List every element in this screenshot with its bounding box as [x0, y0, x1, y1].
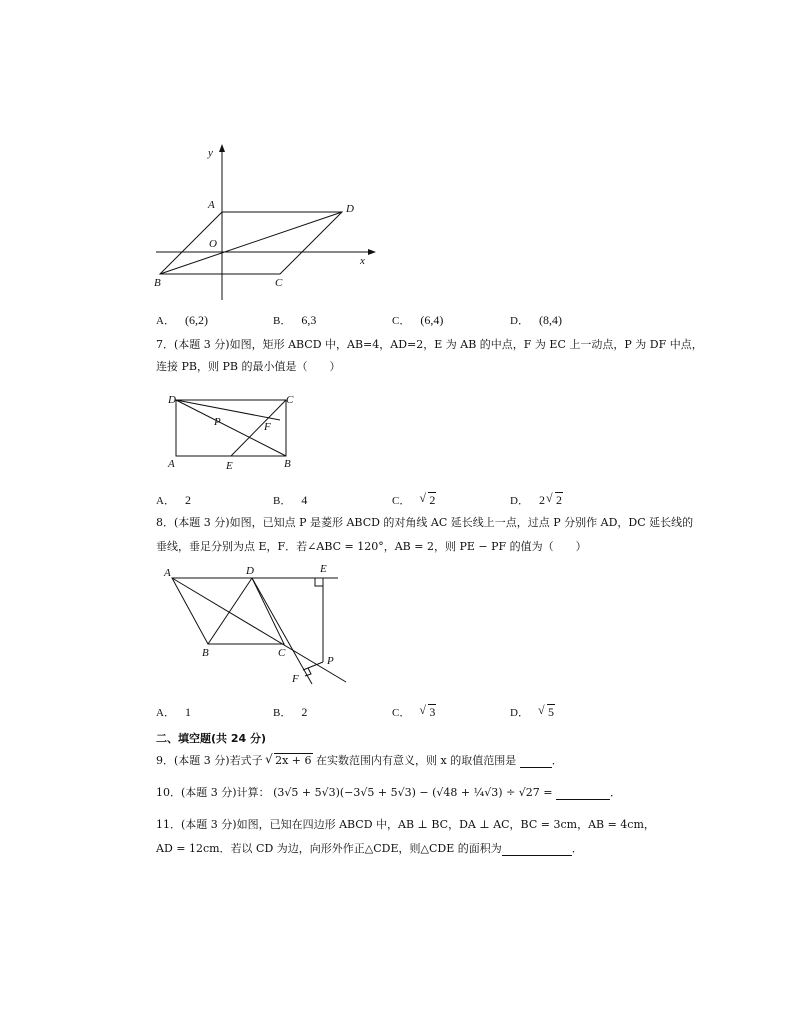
q9-answer-blank[interactable] — [520, 756, 552, 768]
label-c: C — [278, 647, 286, 659]
q10-answer-blank[interactable] — [556, 788, 610, 800]
q9-radical: √ 2x + 6 — [266, 754, 312, 768]
y-axis-arrow — [219, 144, 225, 152]
label-d: D — [168, 394, 176, 406]
q7-option-c[interactable]: C．√ 2 — [392, 492, 436, 508]
q8-text-line2: 垂线，垂足分别为点 E，F．若∠ABC = 120°，AB = 2，则 PE − PF 的值为（ ） — [156, 540, 587, 553]
q7-option-d[interactable]: D． 2√ 2 — [510, 492, 563, 508]
q10-expression: (3√5 + 5√3)(−3√5 + 5√3) − (√48 + ¼√3) ÷ √27 = — [273, 786, 553, 799]
q9-suffix: 在实数范围内有意义，则 x 的取值范围是 — [316, 754, 517, 767]
q7-option-b[interactable]: B． 4 — [273, 493, 308, 507]
q8-option-d[interactable]: D．√ 5 — [510, 704, 555, 720]
q8-text-line1: 8．(本题 3 分)如图，已知点 P 是菱形 ABCD 的对角线 AC 延长线上一点，过点 P 分别作 AD，DC 延长线的 — [156, 516, 694, 529]
label-b: B — [284, 458, 291, 470]
q7-text-line2: 连接 PB，则 PB 的最小值是（ ） — [156, 360, 341, 373]
label-d: D — [246, 565, 254, 577]
label-a: A — [208, 199, 215, 211]
q6-option-c[interactable]: C． (6,4) — [392, 313, 444, 327]
q6-figure — [150, 140, 380, 310]
right-angle-e — [315, 578, 323, 586]
section-title: 二、填空题(共 24 分) — [156, 732, 267, 745]
label-b: B — [154, 277, 161, 289]
q11-answer-blank[interactable] — [502, 844, 572, 856]
q8-option-b[interactable]: B． 2 — [273, 705, 308, 719]
label-e: E — [320, 563, 327, 575]
q7-option-a[interactable]: A． 2 — [156, 493, 191, 507]
q9-text: 9．(本题 3 分)若式子 √ 2x + 6 在实数范围内有意义，则 x 的取值范围是 ． — [156, 754, 563, 768]
label-a: A — [168, 458, 175, 470]
label-b: B — [202, 647, 209, 659]
q10-text: 10．(本题 3 分)计算： (3√5 + 5√3)(−3√5 + 5√3) − (√48 + ¼√3) ÷ √27 = ． — [156, 786, 622, 799]
q11-text-line2: AD = 12cm．若以 CD 为边，向形外作正△CDE，则△CDE 的面积为 ． — [156, 842, 583, 855]
q6-option-b[interactable]: B． 6,3 — [273, 313, 317, 327]
q7-figure — [160, 388, 305, 474]
q9-prefix: 9．(本题 3 分)若式子 — [156, 754, 263, 767]
label-x: x — [360, 255, 365, 267]
q8-option-a[interactable]: A． 1 — [156, 705, 191, 719]
label-e: E — [226, 460, 233, 472]
x-axis-arrow — [368, 249, 376, 255]
line-acp — [172, 578, 346, 682]
segment-pe — [228, 410, 231, 456]
label-y: y — [208, 147, 213, 159]
q8-option-c[interactable]: C．√ 3 — [392, 704, 436, 720]
label-a: A — [164, 567, 171, 579]
diagonal-bd — [208, 578, 252, 644]
q6-option-a[interactable]: A． (6,2) — [156, 313, 208, 327]
q7-text-line1: 7．(本题 3 分)如图，矩形 ABCD 中，AB=4，AD=2，E 为 AB 的中点，F 为 EC 上一动点，P 为 DF 中点， — [156, 338, 703, 351]
diagonal-bd — [160, 212, 342, 274]
label-p: P — [214, 416, 221, 428]
segment-ec — [231, 400, 286, 456]
label-o: O — [209, 238, 217, 250]
q8-figure — [160, 560, 360, 690]
label-c: C — [275, 277, 283, 289]
label-f: F — [292, 673, 299, 685]
q6-option-d[interactable]: D． (8,4) — [510, 313, 562, 327]
label-p: P — [327, 655, 334, 667]
q11-text-line1: 11．(本题 3 分)如图，已知在四边形 ABCD 中，AB ⊥ BC，DA ⊥ AC，BC = 3cm，AB = 4cm， — [156, 818, 655, 831]
label-d: D — [346, 203, 354, 215]
q10-prefix: 10．(本题 3 分)计算： — [156, 786, 270, 799]
label-c: C — [286, 394, 294, 406]
label-f: F — [264, 421, 271, 433]
